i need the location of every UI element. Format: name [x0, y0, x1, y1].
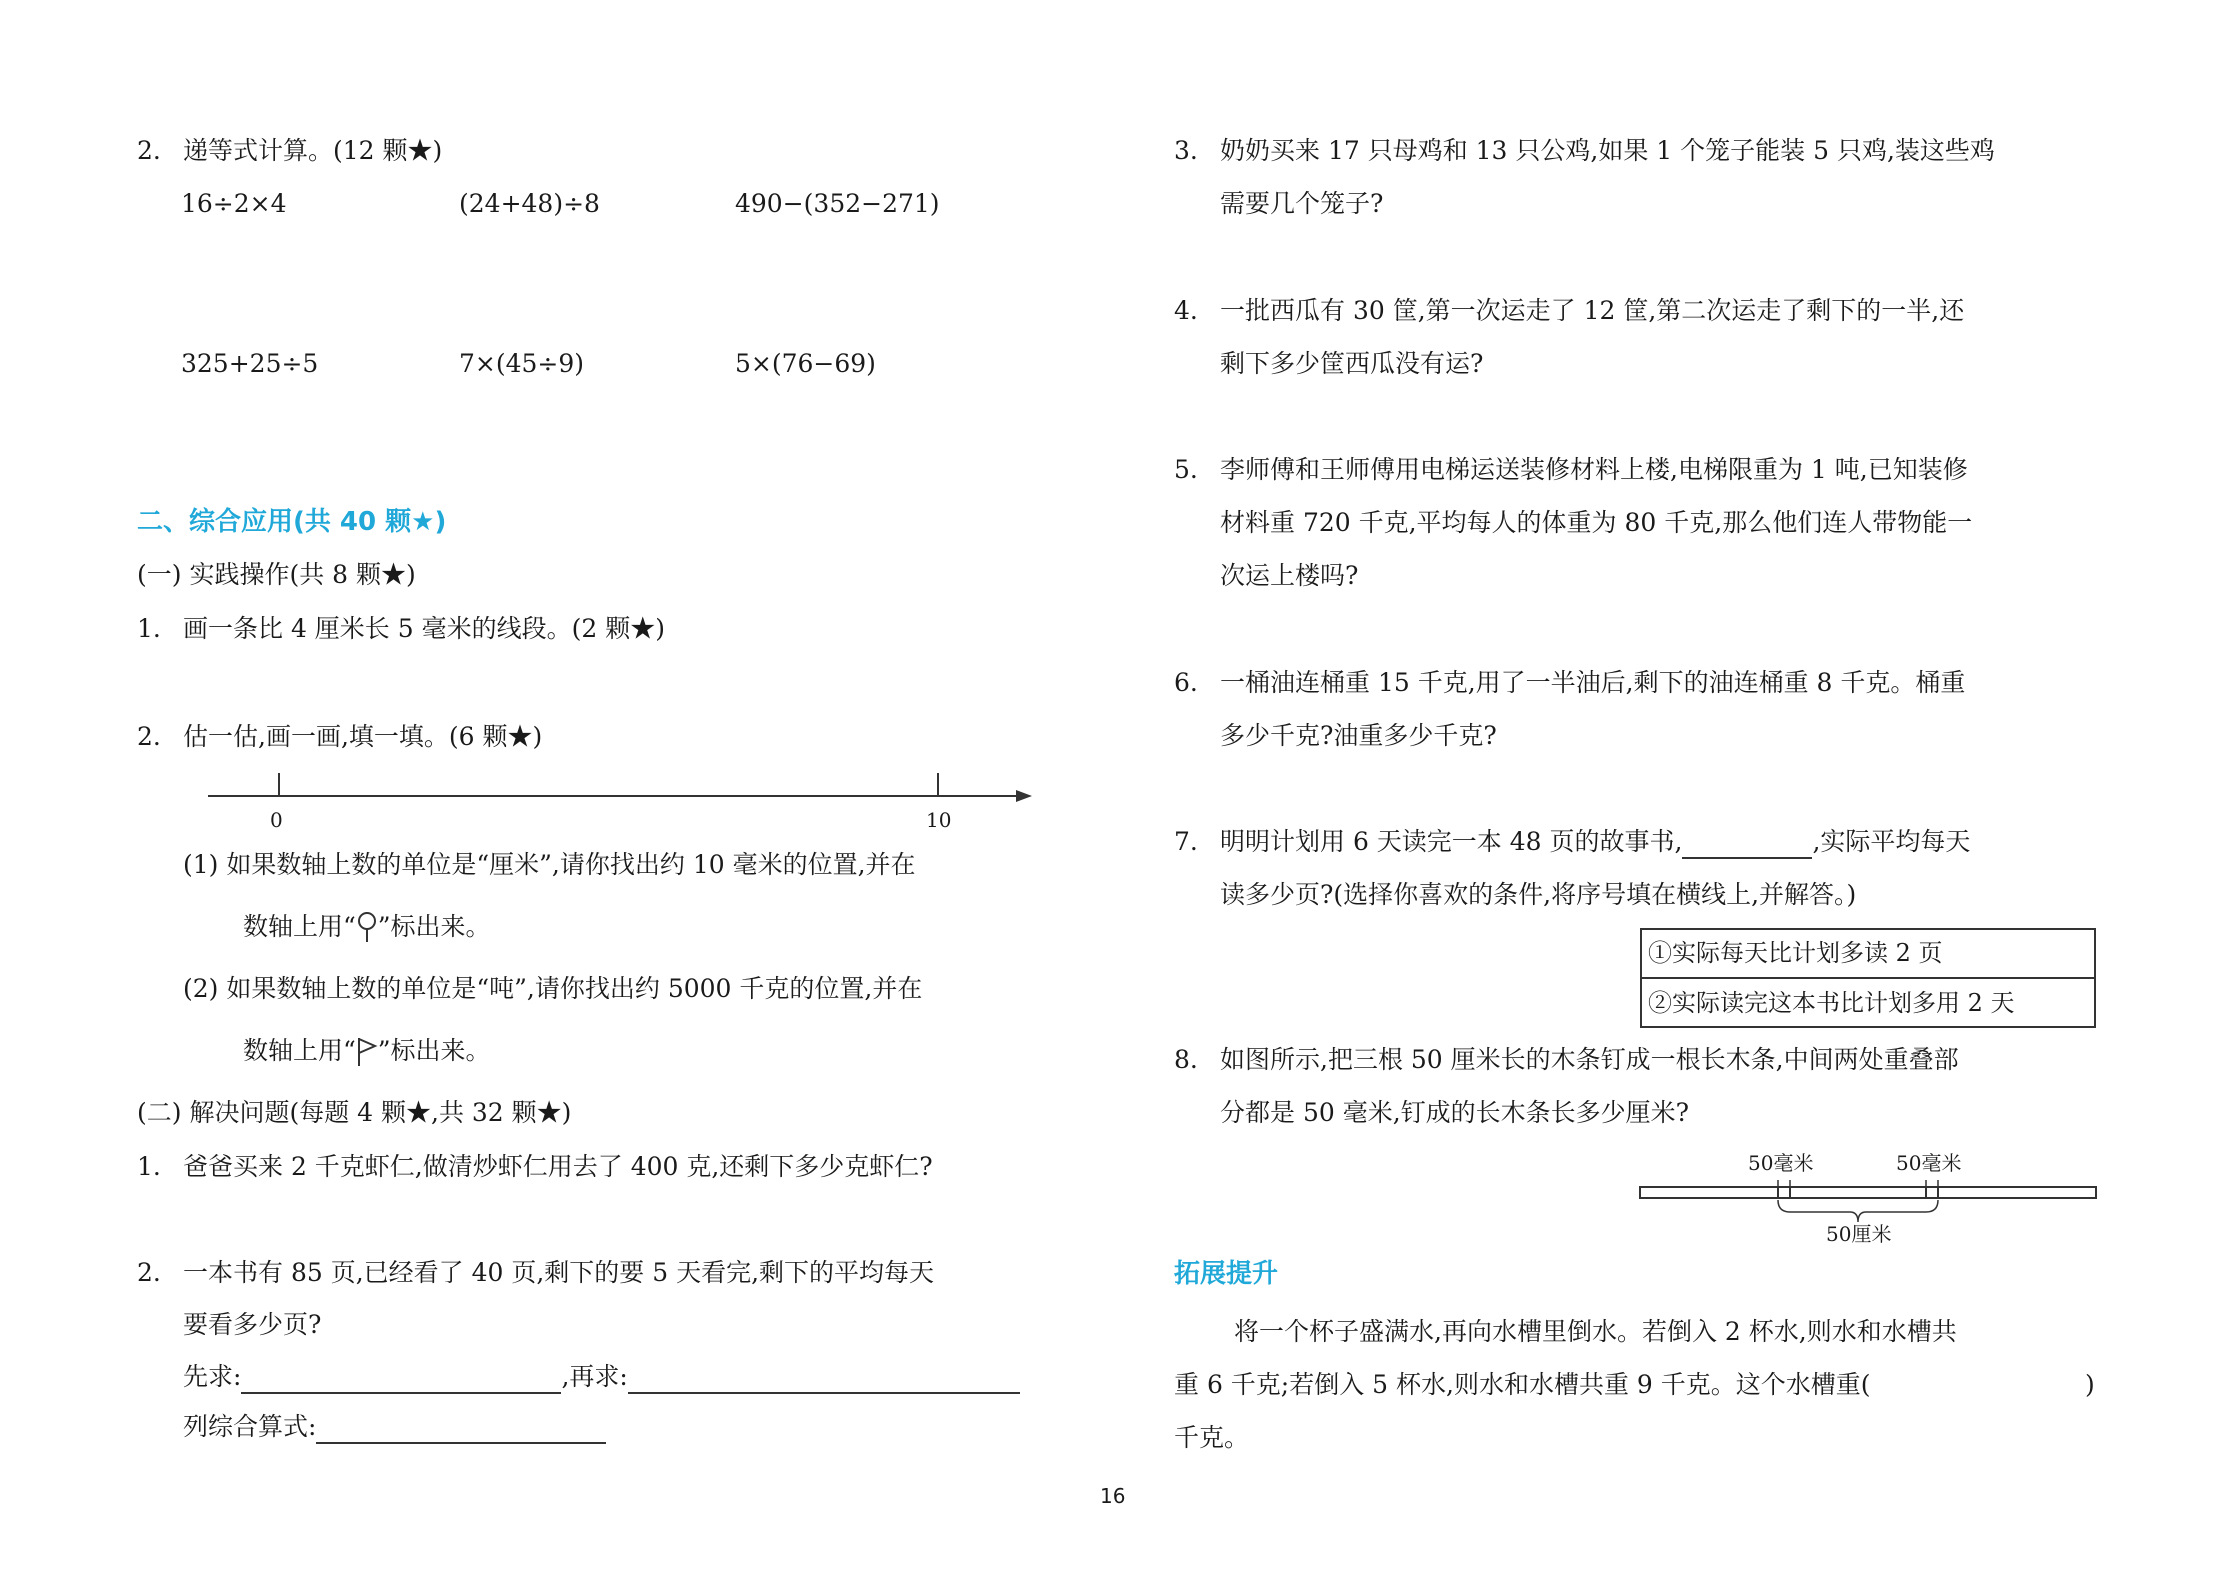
- practice-1-text: 画一条比 4 厘米长 5 毫米的线段。(2 颗★): [183, 614, 665, 643]
- overlap-label-right: 50毫米: [1896, 1151, 1962, 1175]
- solve-2-text-2: 要看多少页?: [183, 1310, 322, 1339]
- answer-paren-close: ): [2085, 1370, 2095, 1399]
- section-title: 二、综合应用(共 40 颗★): [137, 507, 447, 537]
- q7-number: 7.: [1174, 827, 1198, 856]
- q6-text: 一桶油连桶重 15 千克,用了一半油后,剩下的油连桶重 8 千克。桶重: [1220, 668, 1966, 697]
- practice-2-number: 2.: [137, 722, 161, 751]
- expression: 16÷2×4: [181, 189, 287, 218]
- q5-text: 李师傅和王师傅用电梯运送装修材料上楼,电梯限重为 1 吨,已知装修: [1220, 455, 1968, 484]
- length-label: 50厘米: [1826, 1222, 1892, 1246]
- q8-text-2: 分都是 50 毫米,钉成的长木条长多少厘米?: [1220, 1098, 1690, 1127]
- solve-1-number: 1.: [137, 1152, 161, 1181]
- q5-text-2: 材料重 720 千克,平均每人的体重为 80 千克,那么他们连人带物能一: [1220, 508, 1973, 537]
- q4-number: 4.: [1174, 296, 1198, 325]
- solve-2-steps: 先求: ,再求:: [183, 1360, 1020, 1394]
- q8-text: 如图所示,把三根 50 厘米长的木条钉成一根长木条,中间两处重叠部: [1220, 1045, 1959, 1074]
- axis-label-10: 10: [926, 808, 952, 832]
- expression: 5×(76−69): [735, 349, 876, 378]
- extension-text-3: 千克。: [1174, 1423, 1250, 1452]
- q2-number: 2.: [137, 136, 161, 165]
- page-number: 16: [1100, 1484, 1126, 1508]
- q8-number: 8.: [1174, 1045, 1198, 1074]
- practice-1-number: 1.: [137, 614, 161, 643]
- subsection-title: (一) 实践操作(共 8 颗★): [137, 560, 416, 589]
- subsection-title: (二) 解决问题(每题 4 颗★,共 32 颗★): [137, 1098, 572, 1127]
- extension-title: 拓展提升: [1174, 1259, 1279, 1289]
- q3-text-2: 需要几个笼子?: [1220, 189, 1384, 218]
- q7-text: 明明计划用 6 天读完一本 48 页的故事书, ,实际平均每天: [1220, 825, 1970, 859]
- sub-question-1: (1) 如果数轴上数的单位是“厘米”,请你找出约 10 毫米的位置,并在: [183, 850, 916, 879]
- solve-2-formula: 列综合算式:: [183, 1410, 606, 1444]
- second-step-blank[interactable]: [628, 1362, 1020, 1394]
- solve-2-number: 2.: [137, 1258, 161, 1287]
- overlap-label-left: 50毫米: [1748, 1151, 1814, 1175]
- expression: 490−(352−271): [735, 189, 940, 218]
- first-step-blank[interactable]: [241, 1362, 561, 1394]
- q3-number: 3.: [1174, 136, 1198, 165]
- expression: 7×(45÷9): [459, 349, 585, 378]
- solve-2-text: 一本书有 85 页,已经看了 40 页,剩下的要 5 天看完,剩下的平均每天: [183, 1258, 935, 1287]
- q5-text-3: 次运上楼吗?: [1220, 561, 1359, 590]
- option-2[interactable]: ②实际读完这本书比计划多用 2 天: [1648, 989, 2015, 1017]
- axis-label-0: 0: [270, 808, 283, 832]
- sub-question-1-line2: 数轴上用“ ”标出来。: [243, 910, 491, 944]
- q5-number: 5.: [1174, 455, 1198, 484]
- q2-title: 递等式计算。(12 颗★): [183, 136, 443, 165]
- extension-text-2: 重 6 千克;若倒入 5 杯水,则水和水槽共重 9 千克。这个水槽重(: [1174, 1370, 1871, 1399]
- expression: 325+25÷5: [181, 349, 319, 378]
- q6-text-2: 多少千克?油重多少千克?: [1220, 721, 1497, 750]
- formula-blank[interactable]: [316, 1412, 606, 1444]
- q7-text-2: 读多少页?(选择你喜欢的条件,将序号填在横线上,并解答。): [1220, 880, 1857, 909]
- q6-number: 6.: [1174, 668, 1198, 697]
- expression: (24+48)÷8: [459, 189, 600, 218]
- option-1[interactable]: ①实际每天比计划多读 2 页: [1648, 939, 1943, 967]
- sub-question-2-line2: 数轴上用“ ”标出来。: [243, 1034, 491, 1068]
- q3-text: 奶奶买来 17 只母鸡和 13 只公鸡,如果 1 个笼子能装 5 只鸡,装这些鸡: [1220, 136, 1995, 165]
- extension-text: 将一个杯子盛满水,再向水槽里倒水。若倒入 2 杯水,则水和水槽共: [1234, 1317, 1957, 1346]
- sub-question-2: (2) 如果数轴上数的单位是“吨”,请你找出约 5000 千克的位置,并在: [183, 974, 923, 1003]
- q4-text-2: 剩下多少筐西瓜没有运?: [1220, 349, 1484, 378]
- q4-text: 一批西瓜有 30 筐,第一次运走了 12 筐,第二次运走了剩下的一半,还: [1220, 296, 1965, 325]
- solve-1-text: 爸爸买来 2 千克虾仁,做清炒虾仁用去了 400 克,还剩下多少克虾仁?: [183, 1152, 933, 1181]
- practice-2-text: 估一估,画一画,填一填。(6 颗★): [183, 722, 543, 751]
